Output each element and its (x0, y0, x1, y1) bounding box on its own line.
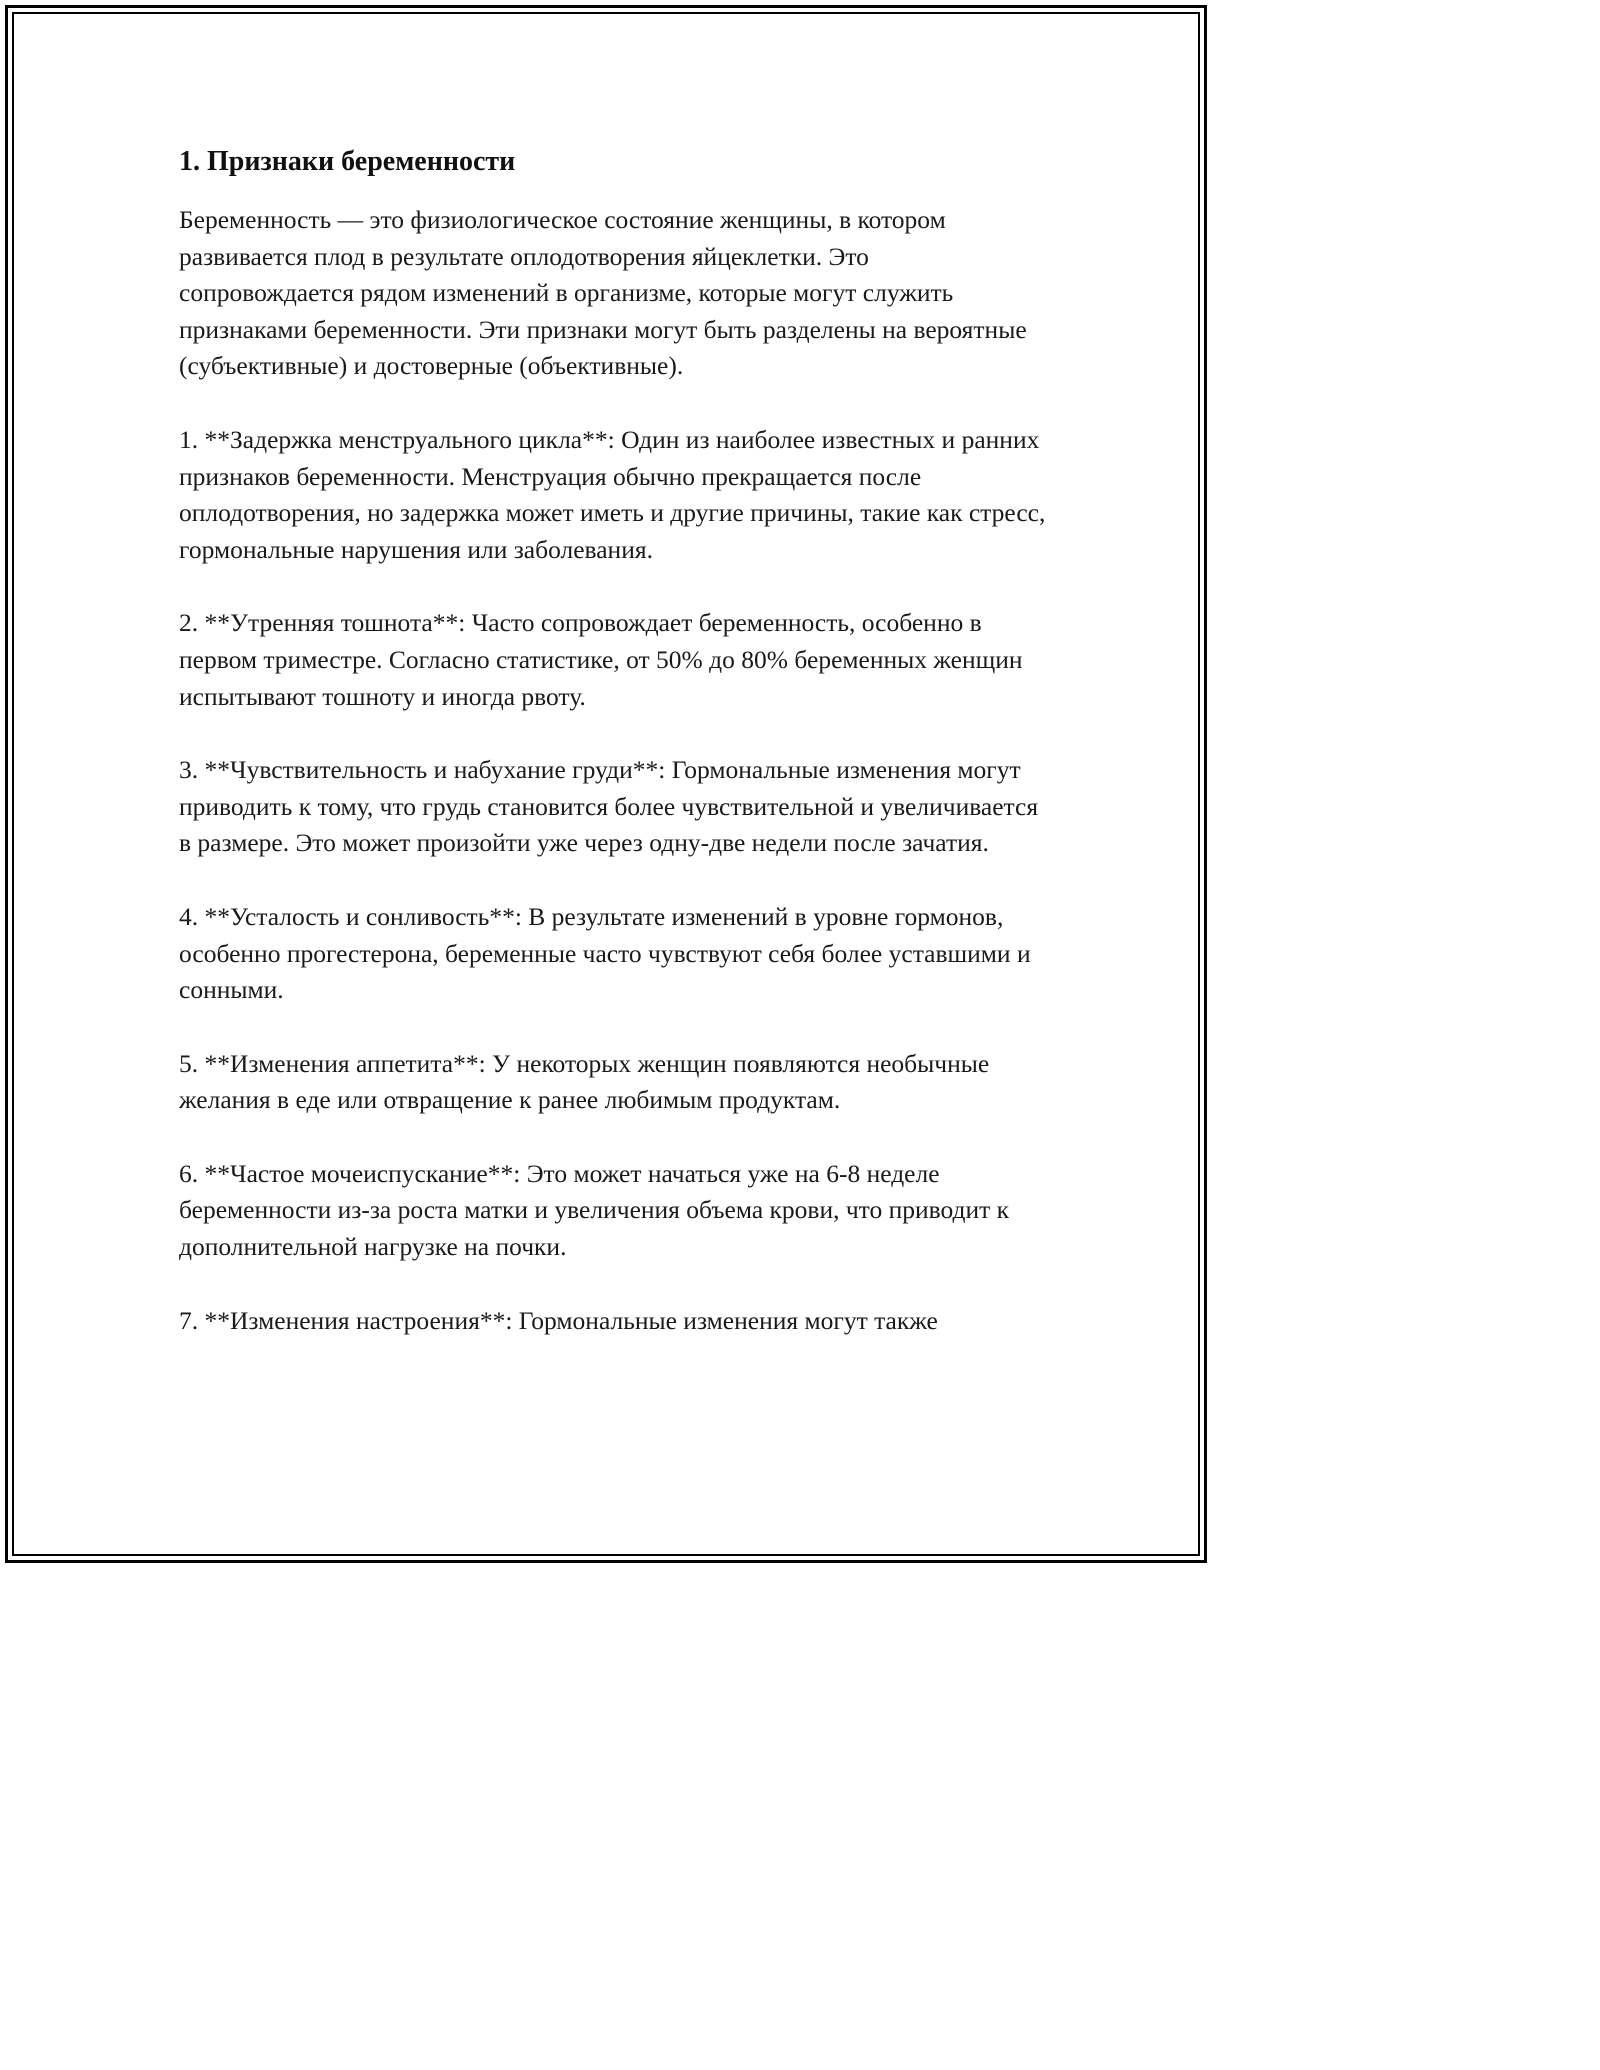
list-item-2: 2. **Утренняя тошнота**: Часто сопровождает беременность, особенно в первом триместре. Согласно статистике, от 50% до 80% беременных женщин испытывают тошноту и иногда рвоту. (179, 608, 1023, 711)
list-item-4: 4. **Усталость и сонливость**: В результате изменений в уровне гормонов, особенно прогестерона, беременные часто чувствуют себя более уставшими и сонными. (179, 901, 1031, 1005)
intro-paragraph: Беременность — это физиологическое состояние женщины, в котором развивается плод в результате оплодотворения яйцеклетки. Это сопровождается рядом изменений в организме, которые могут служить признаками беременности. Эти признаки могут быть разделены на вероятные (субъективные) и достоверные (объективные). (179, 205, 1027, 381)
section-title: 1. Признаки беременности (179, 146, 516, 177)
list-item-7: 7. **Изменения настроения**: Гормональные изменения могут также (179, 1305, 938, 1335)
list-item-3: 3. **Чувствительность и набухание груди**: Гормональные изменения могут приводить к тому, что грудь становится более чувствительной и увеличивается в размере. Это может произойти уже через одну-две недели после зачатия. (179, 755, 1039, 858)
list-item-1: 1. **Задержка менструального цикла**: Один из наиболее известных и ранних признаков беременности. Менструация обычно прекращается после оплодотворения, но задержка может иметь и другие причины, такие как стресс, гормональные нарушения или заболевания. (179, 424, 1046, 564)
list-item-5: 5. **Изменения аппетита**: У некоторых женщин появляются необычные желания в еде или отвращение к ранее любимым продуктам. (179, 1048, 990, 1115)
list-item-6: 6. **Частое мочеиспускание**: Это может начаться уже на 6-8 неделе беременности из-за роста матки и увеличения объема крови, что приводит к дополнительной нагрузке на почки. (179, 1158, 1010, 1262)
document-page (179, 136, 1049, 1376)
